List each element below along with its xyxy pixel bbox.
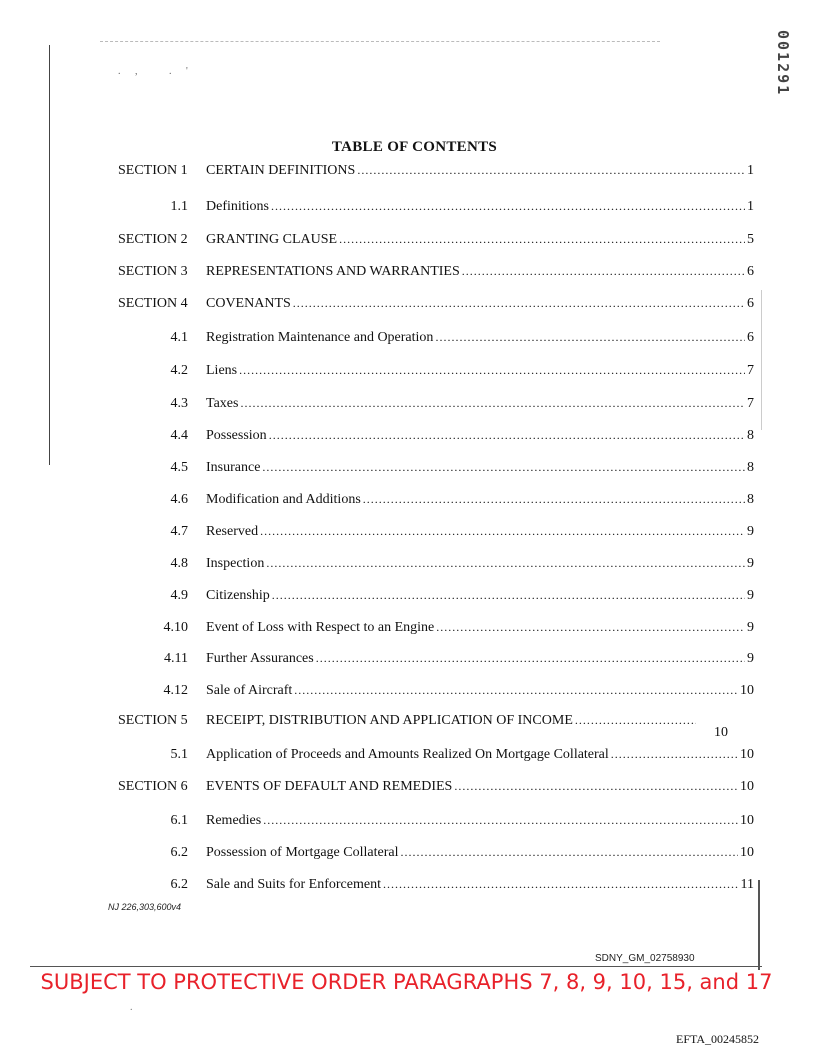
toc-leader-dots: [383, 877, 739, 892]
toc-entry-6-2-sale: [0, 877, 813, 897]
toc-leader-dots: [316, 651, 745, 666]
toc-leader-dots: [454, 779, 738, 794]
toc-number: 4.2: [170, 363, 188, 378]
toc-leader-dots: [294, 683, 738, 698]
toc-number: 4.1: [170, 330, 188, 345]
toc-page-number: 10: [740, 747, 754, 762]
toc-page-number: 9: [747, 620, 754, 635]
toc-leader-dots: [436, 620, 745, 635]
toc-leader-dots: [262, 460, 745, 475]
toc-leader-dots: [266, 556, 745, 571]
toc-page-number: 8: [747, 460, 754, 475]
toc-number: 4.3: [170, 396, 188, 411]
toc-leader-dots: [271, 199, 745, 214]
toc-entry-4-3: [0, 396, 813, 416]
scan-artifact-top-line: [100, 41, 660, 42]
toc-page-number: 6: [747, 330, 754, 345]
toc-entry-4-1: [0, 330, 813, 350]
page-title: TABLE OF CONTENTS: [331, 139, 498, 155]
toc-heading: Insurance: [206, 460, 261, 475]
toc-number: 6.2: [170, 877, 188, 892]
toc-heading: GRANTING CLAUSE: [206, 232, 338, 247]
toc-entry-6-1: [0, 813, 813, 833]
toc-heading: Citizenship: [206, 588, 270, 603]
toc-number: 6.2: [170, 845, 188, 860]
toc-leader-dots: [357, 163, 745, 178]
toc-heading: Taxes: [206, 396, 239, 411]
toc-page-number: 6: [747, 296, 754, 311]
toc-heading: CERTAIN DEFINITIONS: [206, 163, 356, 178]
toc-page-number: 9: [747, 651, 754, 666]
toc-heading: Inspection: [206, 556, 265, 571]
toc-entry-4-6: [0, 492, 813, 512]
toc-page-number: 11: [740, 877, 754, 892]
toc-leader-dots: [339, 232, 745, 247]
toc-leader-dots: [400, 845, 738, 860]
toc-heading: REPRESENTATIONS AND WARRANTIES: [206, 264, 460, 279]
toc-page-number: 8: [747, 492, 754, 507]
toc-number: SECTION 1: [118, 163, 188, 178]
toc-heading: Definitions: [206, 199, 269, 214]
bates-number: SDNY_GM_02758930: [595, 953, 695, 964]
toc-number: SECTION 3: [118, 264, 188, 279]
toc-entry-4-11: [0, 651, 813, 671]
toc-leader-dots: [293, 296, 745, 311]
toc-heading: Sale and Suits for Enforcement: [206, 877, 381, 892]
protective-order-notice: SUBJECT TO PROTECTIVE ORDER PARAGRAPHS 7, 8, 9, 10, 15, and 17: [40, 970, 773, 994]
toc-leader-dots: [611, 747, 738, 762]
toc-number: SECTION 4: [118, 296, 188, 311]
toc-entry-section-5: [0, 713, 813, 733]
toc-number: 4.7: [170, 524, 188, 539]
toc-entry-4-2: [0, 363, 813, 383]
toc-page-number: 10: [740, 845, 754, 860]
toc-entry-section-4: [0, 296, 813, 316]
toc-heading: Remedies: [206, 813, 262, 828]
toc-number: 4.9: [170, 588, 188, 603]
toc-leader-dots: [435, 330, 745, 345]
toc-number: 5.1: [170, 747, 188, 762]
toc-leader-dots: [239, 363, 745, 378]
toc-page-number: 9: [747, 556, 754, 571]
toc-page-number: 1: [747, 163, 754, 178]
toc-entry-4-12: [0, 683, 813, 703]
toc-heading: Possession: [206, 428, 267, 443]
toc-leader-dots: [462, 264, 745, 279]
scan-artifact-dot: .: [130, 1002, 133, 1013]
toc-page-number-section-5: 10: [714, 725, 728, 740]
document-id: NJ 226,303,600v4: [108, 902, 182, 912]
footer-divider: [30, 966, 762, 967]
toc-number: SECTION 5: [118, 713, 188, 728]
toc-leader-dots: [363, 492, 745, 507]
toc-heading: Liens: [206, 363, 238, 378]
toc-page-number: 6: [747, 264, 754, 279]
toc-page-number: 10: [740, 813, 754, 828]
toc-leader-dots: [575, 713, 696, 728]
toc-entry-4-7: [0, 524, 813, 544]
toc-number: 6.1: [170, 813, 188, 828]
toc-page-number: 9: [747, 588, 754, 603]
toc-number: 4.10: [163, 620, 188, 635]
scan-artifact-specks: . , . ': [118, 66, 194, 77]
toc-heading: Further Assurances: [206, 651, 314, 666]
toc-page-number: 10: [740, 779, 754, 794]
toc-number: 4.5: [170, 460, 188, 475]
toc-entry-4-9: [0, 588, 813, 608]
toc-entry-6-2: [0, 845, 813, 865]
toc-number: SECTION 6: [118, 779, 188, 794]
toc-heading: Reserved: [206, 524, 259, 539]
toc-heading: COVENANTS: [206, 296, 291, 311]
toc-number: 1.1: [170, 199, 188, 214]
toc-page-number: 1: [747, 199, 754, 214]
toc-heading: Sale of Aircraft: [206, 683, 293, 698]
toc-page-number: 5: [747, 232, 754, 247]
efta-number: EFTA_00245852: [676, 1032, 760, 1046]
toc-leader-dots: [269, 428, 745, 443]
toc-entry-1-1: [0, 199, 813, 219]
toc-page-number: 9: [747, 524, 754, 539]
toc-entry-section-3: [0, 264, 813, 284]
toc-number: 4.4: [170, 428, 188, 443]
toc-heading: Possession of Mortgage Collateral: [206, 845, 399, 860]
toc-entry-section-2: [0, 232, 813, 252]
toc-page-number: 10: [740, 683, 754, 698]
toc-leader-dots: [272, 588, 745, 603]
toc-heading: Event of Loss with Respect to an Engine: [206, 620, 435, 635]
toc-heading: RECEIPT, DISTRIBUTION AND APPLICATION OF INCOME: [206, 713, 573, 728]
toc-entry-4-10: [0, 620, 813, 640]
toc-number: 4.8: [170, 556, 188, 571]
toc-page-number: 7: [747, 363, 754, 378]
toc-number: 4.12: [163, 683, 188, 698]
toc-entry-4-5: [0, 460, 813, 480]
toc-leader-dots: [240, 396, 745, 411]
toc-heading: EVENTS OF DEFAULT AND REMEDIES: [206, 779, 453, 794]
toc-page-number: 7: [747, 396, 754, 411]
toc-entry-4-8: [0, 556, 813, 576]
toc-heading: Registration Maintenance and Operation: [206, 330, 434, 345]
toc-entry-4-4: [0, 428, 813, 448]
toc-leader-dots: [263, 813, 738, 828]
toc-number: SECTION 2: [118, 232, 188, 247]
toc-number: 4.11: [164, 651, 188, 666]
toc-entry-5-1: [0, 747, 813, 767]
toc-heading: Modification and Additions: [206, 492, 361, 507]
toc-number: 4.6: [170, 492, 188, 507]
toc-leader-dots: [260, 524, 745, 539]
toc-heading: Application of Proceeds and Amounts Realized On Mortgage Collateral: [206, 747, 609, 762]
toc-entry-section-1: [0, 163, 813, 183]
bates-stamp-top: 001291: [774, 30, 792, 97]
toc-page-number: 8: [747, 428, 754, 443]
toc-entry-section-6: [0, 779, 813, 799]
